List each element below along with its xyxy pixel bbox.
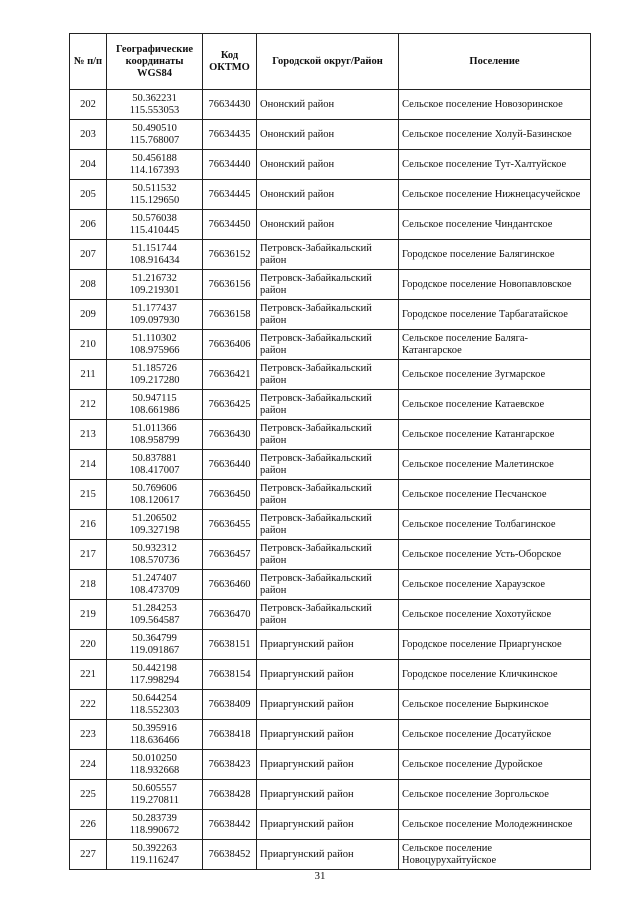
coordinates-cell [107,540,203,570]
latitude: 51.247407 [132,572,177,584]
settlement-name: Сельское поселение Катангарское [399,420,591,450]
oktmo-code: 76636440 [203,450,257,480]
table-row [70,90,591,120]
table-row [70,540,591,570]
row-number: 226 [70,810,107,840]
latitude: 50.947115 [132,392,177,404]
oktmo-code: 76634445 [203,180,257,210]
longitude: 109.327198 [129,524,180,536]
table-row [70,780,591,810]
settlement-name: Сельское поселение Тут-Халтуйское [399,150,591,180]
coordinates-cell [107,330,203,360]
row-number: 225 [70,780,107,810]
district-name: Приаргунский район [257,810,399,840]
table-row [70,750,591,780]
oktmo-code: 76636406 [203,330,257,360]
latitude: 51.011366 [132,422,177,434]
coordinates-cell [107,270,203,300]
oktmo-code: 76636158 [203,300,257,330]
row-number: 223 [70,720,107,750]
row-number: 208 [70,270,107,300]
table-row [70,840,591,870]
table-body [70,90,591,870]
table-row [70,480,591,510]
row-number: 227 [70,840,107,870]
latitude: 50.576038 [132,212,177,224]
table-row [70,120,591,150]
row-number: 221 [70,660,107,690]
district-name: Петровск-Забайкальский район [257,600,399,630]
header-num: № п/п [70,34,107,90]
coordinates-cell [107,420,203,450]
oktmo-code: 76636430 [203,420,257,450]
row-number: 207 [70,240,107,270]
longitude: 118.636466 [129,734,180,746]
row-number: 204 [70,150,107,180]
coordinates-cell [107,480,203,510]
latitude: 51.185726 [132,362,177,374]
settlement-name: Сельское поселение Баляга-Катангарское [399,330,591,360]
latitude: 50.010250 [132,752,177,764]
row-number: 222 [70,690,107,720]
longitude: 119.091867 [129,644,180,656]
district-name: Приаргунский район [257,840,399,870]
oktmo-code: 76638452 [203,840,257,870]
latitude: 50.644254 [132,692,177,704]
latitude: 50.837881 [132,452,177,464]
coordinates-cell [107,120,203,150]
table-row [70,150,591,180]
longitude: 108.120617 [129,494,180,506]
latitude: 50.442198 [132,662,177,674]
row-number: 212 [70,390,107,420]
row-number: 210 [70,330,107,360]
longitude: 115.768007 [129,134,180,146]
coordinates-cell [107,210,203,240]
oktmo-code: 76636470 [203,600,257,630]
district-name: Петровск-Забайкальский район [257,540,399,570]
settlement-name: Городское поселение Новопавловское [399,270,591,300]
oktmo-code: 76638151 [203,630,257,660]
settlement-name: Сельское поселение Новоцурухайтуйское [399,840,591,870]
longitude: 117.998294 [129,674,180,686]
row-number: 202 [70,90,107,120]
coordinates-cell [107,180,203,210]
latitude: 50.769606 [132,482,177,494]
settlement-name: Городское поселение Приаргунское [399,630,591,660]
district-name: Приаргунский район [257,630,399,660]
settlement-name: Сельское поселение Хохотуйское [399,600,591,630]
oktmo-code: 76636460 [203,570,257,600]
settlement-name: Сельское поселение Песчанское [399,480,591,510]
latitude: 50.395916 [132,722,177,734]
oktmo-code: 76638409 [203,690,257,720]
latitude: 51.177437 [132,302,177,314]
settlement-name: Сельское поселение Малетинское [399,450,591,480]
header-district: Городской округ/Район [257,34,399,90]
table-row [70,630,591,660]
district-name: Приаргунский район [257,750,399,780]
longitude: 108.958799 [129,434,180,446]
settlement-name: Сельское поселение Толбагинское [399,510,591,540]
page-number: 31 [314,870,326,882]
oktmo-code: 76634430 [203,90,257,120]
coordinates-cell [107,510,203,540]
row-number: 203 [70,120,107,150]
oktmo-code: 76636457 [203,540,257,570]
settlement-name: Городское поселение Тарбагатайское [399,300,591,330]
oktmo-code: 76638428 [203,780,257,810]
row-number: 205 [70,180,107,210]
oktmo-code: 76636421 [203,360,257,390]
table-row [70,210,591,240]
latitude: 51.110302 [132,332,177,344]
district-name: Петровск-Забайкальский район [257,450,399,480]
longitude: 118.552303 [129,704,180,716]
settlement-name: Сельское поселение Нижнецасучейское [399,180,591,210]
latitude: 50.456188 [132,152,177,164]
district-name: Приаргунский район [257,660,399,690]
coordinates-cell [107,660,203,690]
coordinates-cell [107,600,203,630]
row-number: 211 [70,360,107,390]
district-name: Ононский район [257,150,399,180]
latitude: 50.511532 [132,182,177,194]
settlements-table [69,33,591,870]
settlement-name: Сельское поселение Досатуйское [399,720,591,750]
oktmo-code: 76636455 [203,510,257,540]
longitude: 108.916434 [129,254,180,266]
longitude: 118.990672 [129,824,180,836]
latitude: 50.605557 [132,782,177,794]
longitude: 115.129650 [129,194,180,206]
oktmo-code: 76636450 [203,480,257,510]
coordinates-cell [107,750,203,780]
district-name: Петровск-Забайкальский район [257,360,399,390]
longitude: 119.116247 [129,854,180,866]
table-row [70,450,591,480]
settlement-name: Сельское поселение Зоргольское [399,780,591,810]
oktmo-code: 76638423 [203,750,257,780]
table-row [70,600,591,630]
district-name: Ононский район [257,210,399,240]
latitude: 51.216732 [132,272,177,284]
longitude: 108.473709 [129,584,180,596]
longitude: 108.975966 [129,344,180,356]
coordinates-cell [107,300,203,330]
coordinates-cell [107,150,203,180]
latitude: 51.151744 [132,242,177,254]
coordinates-cell [107,360,203,390]
district-name: Петровск-Забайкальский район [257,510,399,540]
district-name: Петровск-Забайкальский район [257,240,399,270]
oktmo-code: 76634435 [203,120,257,150]
district-name: Петровск-Забайкальский район [257,480,399,510]
coordinates-cell [107,450,203,480]
longitude: 108.570736 [129,554,180,566]
coordinates-cell [107,240,203,270]
row-number: 224 [70,750,107,780]
row-number: 220 [70,630,107,660]
table-row [70,570,591,600]
coordinates-cell [107,840,203,870]
table-row [70,810,591,840]
table-row [70,270,591,300]
settlement-name: Сельское поселение Новозоринское [399,90,591,120]
row-number: 219 [70,600,107,630]
table-row [70,330,591,360]
longitude: 109.219301 [129,284,180,296]
coordinates-cell [107,720,203,750]
settlement-name: Сельское поселение Холуй-Базинское [399,120,591,150]
table-row [70,660,591,690]
row-number: 215 [70,480,107,510]
row-number: 206 [70,210,107,240]
longitude: 109.097930 [129,314,180,326]
coordinates-cell [107,90,203,120]
coordinates-cell [107,780,203,810]
longitude: 119.270811 [129,794,180,806]
coordinates-cell [107,390,203,420]
table-row [70,690,591,720]
district-name: Ононский район [257,180,399,210]
settlement-name: Сельское поселение Быркинское [399,690,591,720]
district-name: Приаргунский район [257,690,399,720]
header-oktmo: Код ОКТМО [203,34,257,90]
table-row [70,300,591,330]
row-number: 209 [70,300,107,330]
settlement-name: Сельское поселение Молодежнинское [399,810,591,840]
latitude: 51.284253 [132,602,177,614]
row-number: 214 [70,450,107,480]
longitude: 108.417007 [129,464,180,476]
oktmo-code: 76634440 [203,150,257,180]
table-row [70,360,591,390]
table-row [70,720,591,750]
table-row [70,180,591,210]
latitude: 50.490510 [132,122,177,134]
header-settlement: Поселение [399,34,591,90]
header-row [70,34,591,90]
longitude: 114.167393 [129,164,180,176]
row-number: 217 [70,540,107,570]
district-name: Приаргунский район [257,780,399,810]
table-row [70,390,591,420]
header-coordinates: Географические координаты WGS84 [107,34,203,90]
oktmo-code: 76636152 [203,240,257,270]
latitude: 50.362231 [132,92,177,104]
longitude: 115.410445 [129,224,180,236]
latitude: 50.392263 [132,842,177,854]
district-name: Петровск-Забайкальский район [257,390,399,420]
row-number: 213 [70,420,107,450]
oktmo-code: 76638154 [203,660,257,690]
latitude: 50.932312 [132,542,177,554]
table-row [70,510,591,540]
longitude: 108.661986 [129,404,180,416]
coordinates-cell [107,570,203,600]
oktmo-code: 76638418 [203,720,257,750]
settlement-name: Сельское поселение Катаевское [399,390,591,420]
table-row [70,240,591,270]
settlement-name: Сельское поселение Дуройское [399,750,591,780]
coordinates-cell [107,630,203,660]
settlement-name: Сельское поселение Чиндантское [399,210,591,240]
coordinates-cell [107,810,203,840]
settlement-name: Городское поселение Балягинское [399,240,591,270]
longitude: 109.564587 [129,614,180,626]
district-name: Ононский район [257,120,399,150]
oktmo-code: 76634450 [203,210,257,240]
district-name: Приаргунский район [257,720,399,750]
settlement-name: Городское поселение Кличкинское [399,660,591,690]
longitude: 118.932668 [129,764,180,776]
coordinates-cell [107,690,203,720]
district-name: Петровск-Забайкальский район [257,570,399,600]
district-name: Петровск-Забайкальский район [257,330,399,360]
settlement-name: Сельское поселение Усть-Оборское [399,540,591,570]
district-name: Петровск-Забайкальский район [257,270,399,300]
row-number: 218 [70,570,107,600]
row-number: 216 [70,510,107,540]
oktmo-code: 76636425 [203,390,257,420]
district-name: Петровск-Забайкальский район [257,300,399,330]
oktmo-code: 76636156 [203,270,257,300]
settlement-name: Сельское поселение Хараузское [399,570,591,600]
latitude: 51.206502 [132,512,177,524]
oktmo-code: 76638442 [203,810,257,840]
settlement-name: Сельское поселение Зугмарское [399,360,591,390]
longitude: 115.553053 [129,104,180,116]
district-name: Ононский район [257,90,399,120]
table-row [70,420,591,450]
longitude: 109.217280 [129,374,180,386]
latitude: 50.283739 [132,812,177,824]
latitude: 50.364799 [132,632,177,644]
district-name: Петровск-Забайкальский район [257,420,399,450]
